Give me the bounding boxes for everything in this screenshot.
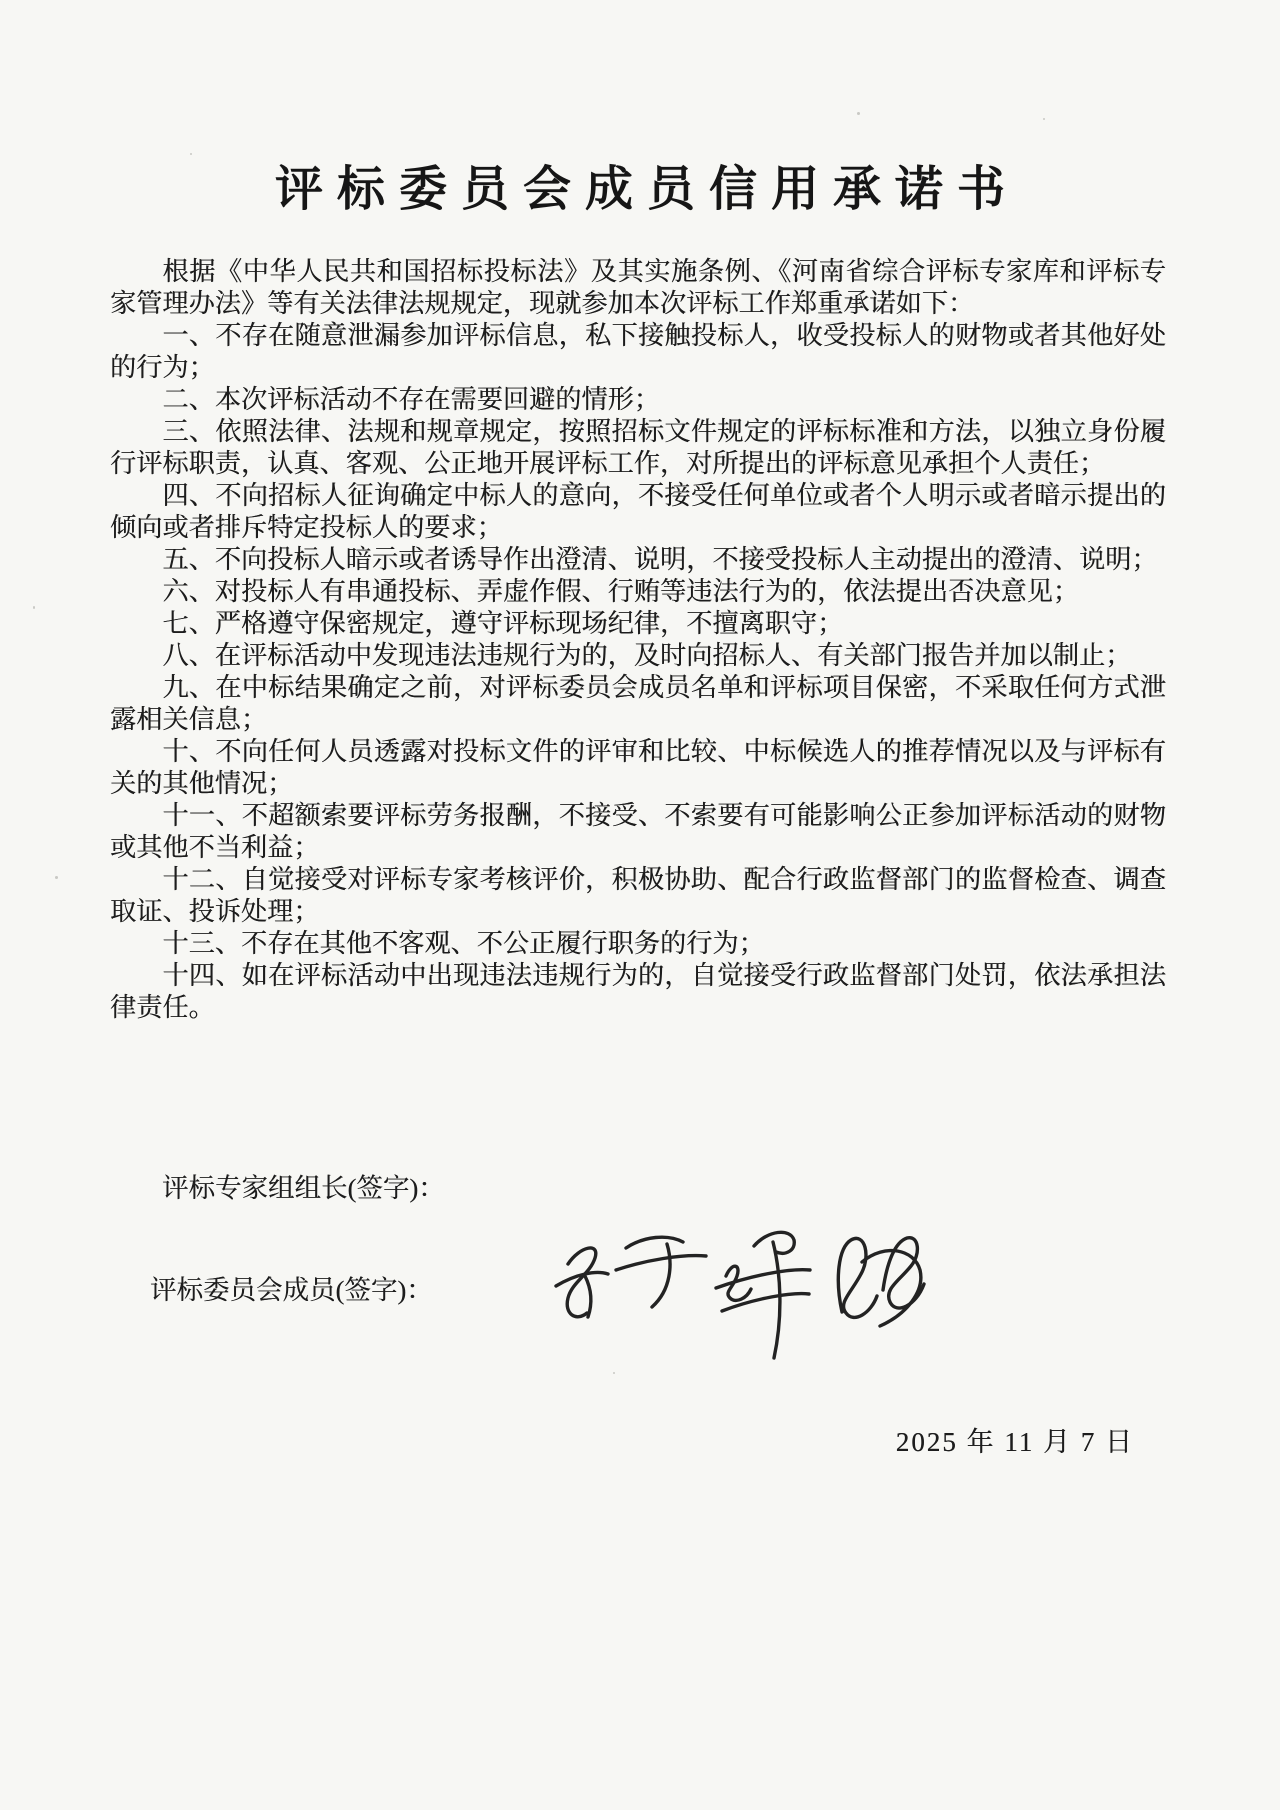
commitment-item: 六、对投标人有串通投标、弄虚作假、行贿等违法行为的，依法提出否决意见； bbox=[162, 577, 1079, 606]
commitment-item: 十二、自觉接受对评标专家考核评价，积极协助、配合行政监督部门的监督检查、调查取证、投诉处理； bbox=[110, 865, 1166, 926]
commitment-item: 三、依照法律、法规和规章规定，按照招标文件规定的评标标准和方法，以独立身份履行评标职责，认真、客观、公正地开展评标工作，对所提出的评标意见承担个人责任； bbox=[110, 417, 1166, 478]
scan-noise-speck bbox=[1043, 118, 1045, 120]
commitment-item: 九、在中标结果确定之前，对评标委员会成员名单和评标项目保密，不采取任何方式泄露相关信息； bbox=[110, 673, 1166, 734]
scan-noise-speck bbox=[33, 606, 35, 609]
commitment-item: 十一、不超额索要评标劳务报酬，不接受、不索要有可能影响公正参加评标活动的财物或其他不当利益； bbox=[110, 801, 1166, 862]
document-body bbox=[110, 256, 1166, 1024]
scan-noise-speck bbox=[613, 1372, 615, 1374]
member-signature-label: 评标委员会成员(签字)： bbox=[150, 1275, 433, 1305]
handwritten-signatures bbox=[540, 1218, 930, 1378]
scan-noise-speck bbox=[190, 153, 192, 155]
handwritten-signature-2-icon bbox=[838, 1238, 924, 1326]
commitment-item: 八、在评标活动中发现违法违规行为的，及时向招标人、有关部门报告并加以制止； bbox=[162, 641, 1132, 670]
page-title: 评标委员会成员信用承诺书 bbox=[274, 163, 1019, 216]
commitment-item: 七、严格遵守保密规定，遵守评标现场纪律，不擅离职守； bbox=[162, 609, 844, 638]
handwritten-signature-1-icon bbox=[556, 1232, 810, 1358]
scan-noise-speck bbox=[857, 112, 860, 115]
commitment-item: 一、不存在随意泄漏参加评标信息，私下接触投标人，收受投标人的财物或者其他好处的行为； bbox=[110, 321, 1166, 382]
intro-paragraph: 根据《中华人民共和国招标投标法》及其实施条例、《河南省综合评标专家库和评标专家管理办法》等有关法律法规规定，现就参加本次评标工作郑重承诺如下： bbox=[110, 257, 1166, 318]
commitment-item: 十四、如在评标活动中出现违法违规行为的，自觉接受行政监督部门处罚，依法承担法律责任。 bbox=[110, 961, 1166, 1022]
commitment-item: 四、不向招标人征询确定中标人的意向，不接受任何单位或者个人明示或者暗示提出的倾向或者排斥特定投标人的要求； bbox=[110, 481, 1166, 542]
commitment-item: 五、不向投标人暗示或者诱导作出澄清、说明，不接受投标人主动提出的澄清、说明； bbox=[162, 545, 1158, 574]
commitment-item: 十三、不存在其他不客观、不公正履行职务的行为； bbox=[162, 929, 765, 958]
leader-signature-label: 评标专家组组长(签字)： bbox=[162, 1173, 445, 1203]
scan-noise-speck bbox=[55, 876, 58, 879]
commitment-item: 十、不向任何人员透露对投标文件的评审和比较、中标候选人的推荐情况以及与评标有关的其他情况； bbox=[110, 737, 1166, 798]
commitment-item: 二、本次评标活动不存在需要回避的情形； bbox=[162, 385, 660, 414]
date-line: 2025 年 11 月 7 日 bbox=[895, 1427, 1134, 1457]
